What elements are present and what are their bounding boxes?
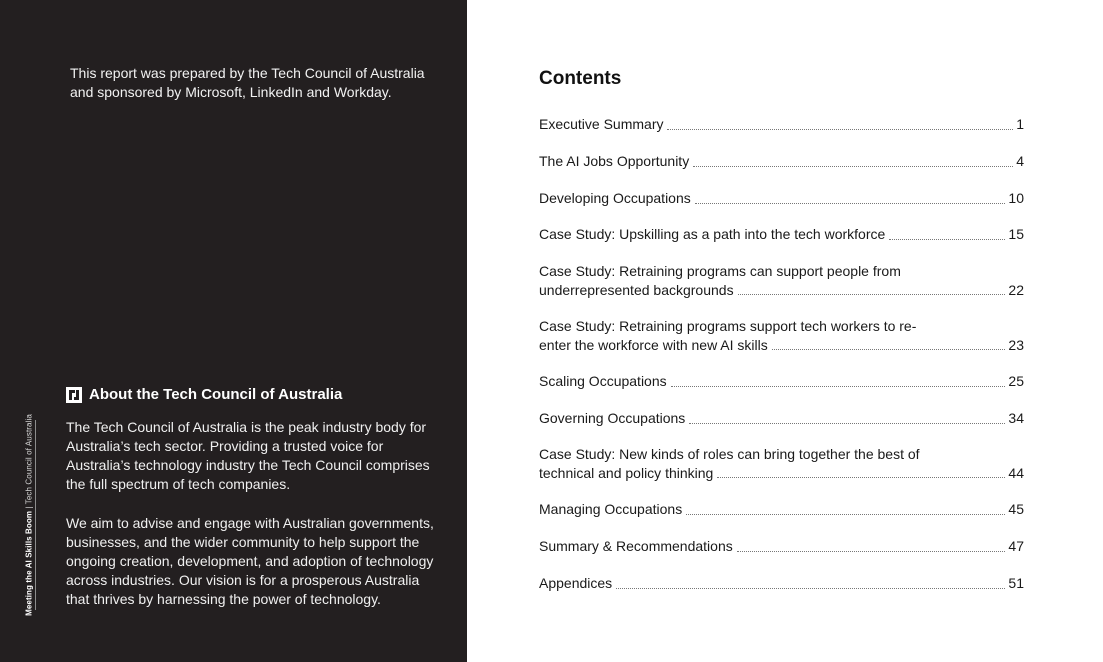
toc-label: Appendices bbox=[539, 575, 613, 591]
toc-page: 4 bbox=[1016, 153, 1024, 169]
about-title: About the Tech Council of Australia bbox=[89, 386, 343, 403]
tech-council-logo-icon bbox=[66, 387, 82, 403]
toc-page: 25 bbox=[1008, 373, 1024, 389]
toc-page: 22 bbox=[1008, 281, 1024, 298]
toc-entry-governing-occupations[interactable] bbox=[539, 409, 1024, 428]
toc-page: 51 bbox=[1008, 575, 1024, 591]
toc-entry-appendices[interactable] bbox=[539, 574, 1024, 593]
toc-leader bbox=[686, 514, 1005, 515]
toc-page: 44 bbox=[1008, 464, 1024, 481]
toc-leader bbox=[667, 129, 1013, 130]
toc-leader bbox=[689, 423, 1005, 424]
toc-entry-developing-occupations[interactable] bbox=[539, 189, 1024, 208]
prepared-by-text: This report was prepared by the Tech Council of Australia and sponsored by Microsoft, LinkedIn and Workday. bbox=[70, 65, 425, 100]
left-panel bbox=[0, 0, 467, 662]
toc-page: 47 bbox=[1008, 538, 1024, 554]
toc-label-line1: Case Study: Retraining programs support tech workers to re- bbox=[539, 318, 917, 334]
toc-leader bbox=[693, 166, 1013, 167]
toc-page: 10 bbox=[1008, 190, 1024, 206]
toc-label: underrepresented backgrounds bbox=[539, 281, 734, 298]
toc-leader bbox=[889, 239, 1005, 240]
toc-label: Case Study: Upskilling as a path into the tech workforce bbox=[539, 226, 886, 242]
side-divider bbox=[35, 420, 36, 610]
toc-entry-case-study-retraining-underrepresented[interactable] bbox=[539, 262, 1024, 299]
toc-leader bbox=[717, 477, 1005, 478]
side-title-rest: | Tech Council of Australia bbox=[24, 414, 34, 509]
side-title-bold: Meeting the AI Skills Boom bbox=[24, 510, 34, 616]
toc-entry-case-study-retraining-reenter[interactable] bbox=[539, 317, 1024, 354]
toc-page: 34 bbox=[1008, 410, 1024, 426]
toc-entry-case-study-upskilling[interactable] bbox=[539, 225, 1024, 244]
contents-title: Contents bbox=[539, 68, 622, 89]
toc-label: technical and policy thinking bbox=[539, 464, 714, 481]
toc-label: Governing Occupations bbox=[539, 410, 686, 426]
toc-leader bbox=[695, 203, 1006, 204]
toc-label-line1: Case Study: New kinds of roles can bring together the best of bbox=[539, 446, 920, 462]
toc-entry-managing-occupations[interactable] bbox=[539, 500, 1024, 519]
toc-leader bbox=[737, 551, 1006, 552]
toc-label: Executive Summary bbox=[539, 116, 664, 132]
toc-label-line1: Case Study: Retraining programs can support people from bbox=[539, 263, 901, 279]
toc-label: Developing Occupations bbox=[539, 190, 691, 206]
toc-page: 23 bbox=[1008, 336, 1024, 353]
toc-leader bbox=[772, 349, 1006, 350]
toc-page: 45 bbox=[1008, 501, 1024, 517]
toc-label: Managing Occupations bbox=[539, 501, 683, 517]
toc-label: Scaling Occupations bbox=[539, 373, 667, 389]
toc-label: The AI Jobs Opportunity bbox=[539, 153, 690, 169]
toc-label: Summary & Recommendations bbox=[539, 538, 733, 554]
toc-entry-ai-jobs-opportunity[interactable] bbox=[539, 152, 1024, 171]
toc-leader bbox=[671, 386, 1006, 387]
toc-leader bbox=[616, 588, 1005, 589]
toc-page: 15 bbox=[1008, 226, 1024, 242]
toc-page: 1 bbox=[1016, 116, 1024, 132]
toc-entry-executive-summary[interactable] bbox=[539, 115, 1024, 134]
about-paragraph-2: We aim to advise and engage with Australian governments, businesses, and the wider community to help support the ongoing creation, development, and adoption of technology across industries. Our vision is for a prosperous Australia that thrives by harnessing the power of technology. bbox=[66, 515, 434, 607]
toc-leader bbox=[738, 294, 1006, 295]
about-paragraph-1: The Tech Council of Australia is the peak industry body for Australia’s tech sector. Providing a trusted voice for Australia’s technology industry the Tech Council comprises the full spectrum of tech companies. bbox=[66, 419, 430, 492]
toc-entry-scaling-occupations[interactable] bbox=[539, 372, 1024, 391]
toc-label: enter the workforce with new AI skills bbox=[539, 336, 768, 353]
about-heading bbox=[66, 386, 342, 403]
toc-entry-case-study-new-roles[interactable] bbox=[539, 445, 1024, 482]
toc-entry-summary-recommendations[interactable] bbox=[539, 537, 1024, 556]
